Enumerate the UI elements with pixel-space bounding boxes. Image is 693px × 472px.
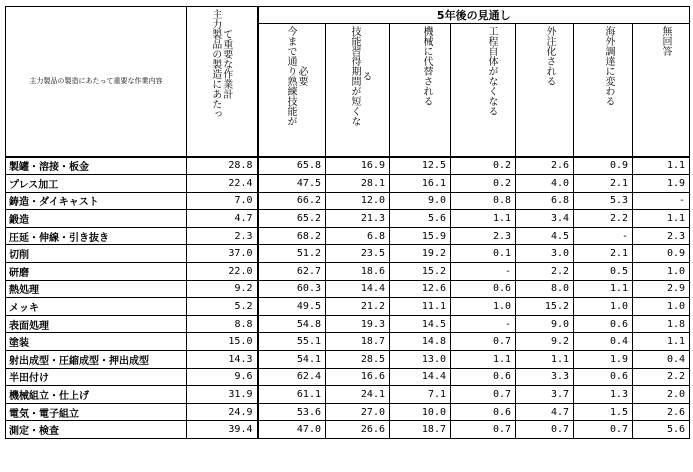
outlook-value-cell: 5.6 (633, 421, 690, 439)
importance-total-cell: 37.0 (187, 245, 258, 263)
outlook-value-cell: 1.1 (451, 351, 516, 369)
survey-table (5, 6, 690, 439)
table-row (6, 386, 690, 404)
outlook-value-cell: 1.1 (516, 351, 574, 369)
table-row (6, 157, 690, 175)
outlook-value-cell: 2.1 (574, 175, 633, 193)
outlook-column-header-text (574, 24, 632, 106)
outlook-column-header-text (633, 24, 689, 56)
outlook-value-cell: 11.1 (390, 298, 451, 316)
outlook-value-cell: - (451, 263, 516, 281)
outlook-column-header-line: 技能習得期間が短くな (349, 26, 360, 126)
outlook-column-header-line: 無回答 (660, 26, 672, 56)
outlook-value-cell: 9.2 (516, 333, 574, 351)
outlook-value-cell: 51.2 (258, 245, 326, 263)
outlook-column-header-line: 今まで通り熟練技能が (285, 26, 296, 126)
work-content-label: 半田付け (6, 368, 187, 386)
outlook-column-header (451, 24, 516, 157)
importance-total-cell: 22.4 (187, 175, 258, 193)
outlook-value-cell: 5.3 (574, 192, 633, 210)
outlook-value-cell: 15.9 (390, 227, 451, 245)
outlook-value-cell: 0.5 (574, 263, 633, 281)
outlook-value-cell: - (451, 315, 516, 333)
outlook-value-cell: 9.0 (516, 315, 574, 333)
outlook-value-cell: 0.7 (451, 333, 516, 351)
outlook-value-cell: 6.8 (326, 227, 390, 245)
outlook-value-cell: 0.7 (574, 421, 633, 439)
outlook-value-cell: 2.6 (633, 403, 690, 421)
outlook-value-cell: 19.2 (390, 245, 451, 263)
outlook-value-cell: 0.1 (451, 245, 516, 263)
work-content-label: 圧延・伸線・引き抜き (6, 227, 187, 245)
outlook-column-header (633, 24, 690, 157)
outlook-value-cell: 1.1 (633, 333, 690, 351)
table-row (6, 315, 690, 333)
table-row (6, 298, 690, 316)
outlook-column-header (326, 24, 390, 157)
importance-total-cell: 39.4 (187, 421, 258, 439)
outlook-value-cell: 15.2 (390, 263, 451, 281)
outlook-value-cell: 49.5 (258, 298, 326, 316)
work-content-label: 切削 (6, 245, 187, 263)
table-row (6, 333, 690, 351)
outlook-value-cell: 16.9 (326, 157, 390, 175)
outlook-value-cell: 1.0 (574, 298, 633, 316)
outlook-column-header-text (451, 24, 515, 116)
outlook-column-header (390, 24, 451, 157)
outlook-value-cell: 18.7 (326, 333, 390, 351)
outlook-value-cell: 26.6 (326, 421, 390, 439)
outlook-value-cell: 1.5 (574, 403, 633, 421)
outlook-value-cell: 6.8 (516, 192, 574, 210)
outlook-value-cell: 27.0 (326, 403, 390, 421)
table-row (6, 280, 690, 298)
work-content-label: 塗装 (6, 333, 187, 351)
work-content-label: 測定・検査 (6, 421, 187, 439)
outlook-value-cell: 54.8 (258, 315, 326, 333)
importance-total-cell: 22.0 (187, 263, 258, 281)
outlook-column-header-line: 工程自体がなくなる (486, 26, 497, 116)
outlook-column-header-text (390, 24, 450, 106)
outlook-value-cell: 1.1 (633, 210, 690, 228)
outlook-value-cell: 7.1 (390, 386, 451, 404)
outlook-value-cell: 1.3 (574, 386, 633, 404)
outlook-value-cell: 53.6 (258, 403, 326, 421)
outlook-value-cell: 47.0 (258, 421, 326, 439)
outlook-value-cell: 3.4 (516, 210, 574, 228)
outlook-value-cell: 16.6 (326, 368, 390, 386)
importance-total-header-line: 主力製品の製造にあたっ (209, 9, 221, 119)
outlook-value-cell: 60.3 (258, 280, 326, 298)
outlook-value-cell: 0.6 (451, 368, 516, 386)
importance-total-cell: 9.6 (187, 368, 258, 386)
outlook-value-cell: 28.1 (326, 175, 390, 193)
outlook-value-cell: 65.2 (258, 210, 326, 228)
outlook-value-cell: 1.0 (451, 298, 516, 316)
outlook-value-cell: 0.2 (451, 175, 516, 193)
importance-total-cell: 9.2 (187, 280, 258, 298)
outlook-value-cell: 55.1 (258, 333, 326, 351)
five-year-outlook-header: 5年後の見通し (258, 7, 690, 24)
outlook-value-cell: 12.0 (326, 192, 390, 210)
outlook-value-cell: 0.6 (574, 315, 633, 333)
outlook-value-cell: 19.3 (326, 315, 390, 333)
outlook-value-cell: 62.7 (258, 263, 326, 281)
outlook-column-header-line: る (360, 71, 371, 81)
outlook-value-cell: 1.1 (574, 280, 633, 298)
outlook-value-cell: 28.5 (326, 351, 390, 369)
outlook-value-cell: 1.9 (633, 175, 690, 193)
outlook-value-cell: 12.6 (390, 280, 451, 298)
outlook-value-cell: 0.7 (516, 421, 574, 439)
outlook-value-cell: 0.7 (451, 386, 516, 404)
outlook-column-header (516, 24, 574, 157)
outlook-value-cell: 0.6 (451, 403, 516, 421)
outlook-value-cell: 0.8 (451, 192, 516, 210)
outlook-value-cell: 0.9 (574, 157, 633, 175)
outlook-value-cell: 14.8 (390, 333, 451, 351)
work-content-label: 鋳造・ダイキャスト (6, 192, 187, 210)
outlook-column-header (574, 24, 633, 157)
importance-total-cell: 4.7 (187, 210, 258, 228)
outlook-value-cell: 0.7 (451, 421, 516, 439)
outlook-column-header-text (259, 24, 326, 126)
outlook-value-cell: 13.0 (390, 351, 451, 369)
outlook-value-cell: 0.2 (451, 157, 516, 175)
outlook-value-cell: 14.4 (390, 368, 451, 386)
outlook-value-cell: 2.2 (574, 210, 633, 228)
outlook-value-cell: 12.5 (390, 157, 451, 175)
outlook-value-cell: 14.4 (326, 280, 390, 298)
table-row (6, 245, 690, 263)
outlook-value-cell: 4.0 (516, 175, 574, 193)
outlook-value-cell: 2.1 (574, 245, 633, 263)
table-row (6, 263, 690, 281)
table-row (6, 368, 690, 386)
outlook-column-header-text (326, 24, 389, 126)
importance-total-header (187, 7, 258, 157)
work-content-label: プレス加工 (6, 175, 187, 193)
importance-total-cell: 15.0 (187, 333, 258, 351)
outlook-value-cell: 66.2 (258, 192, 326, 210)
outlook-value-cell: 24.1 (326, 386, 390, 404)
outlook-value-cell: 2.9 (633, 280, 690, 298)
outlook-value-cell: 3.3 (516, 368, 574, 386)
outlook-column-header-line: 機械に代替される (421, 26, 432, 106)
outlook-value-cell: 1.0 (633, 298, 690, 316)
outlook-value-cell: 1.0 (633, 263, 690, 281)
importance-total-cell: 5.2 (187, 298, 258, 316)
outlook-value-cell: 2.2 (516, 263, 574, 281)
outlook-value-cell: 2.2 (633, 368, 690, 386)
work-content-label: 製罐・溶接・板金 (6, 157, 187, 175)
outlook-value-cell: 0.4 (633, 351, 690, 369)
outlook-value-cell: 54.1 (258, 351, 326, 369)
outlook-value-cell: 61.1 (258, 386, 326, 404)
work-content-label: 表面処理 (6, 315, 187, 333)
outlook-value-cell: 1.1 (633, 157, 690, 175)
outlook-value-cell: 47.5 (258, 175, 326, 193)
outlook-value-cell: 65.8 (258, 157, 326, 175)
outlook-column-header-text (516, 24, 573, 86)
outlook-value-cell: 5.6 (390, 210, 451, 228)
work-content-label: メッキ (6, 298, 187, 316)
table-row (6, 227, 690, 245)
outlook-column-header-line: 海外調達に変わる (603, 26, 614, 106)
outlook-value-cell: 4.7 (516, 403, 574, 421)
outlook-value-cell: - (633, 192, 690, 210)
outlook-value-cell: 2.3 (633, 227, 690, 245)
outlook-column-header-line: 必要 (296, 66, 307, 86)
outlook-value-cell: 14.5 (390, 315, 451, 333)
outlook-column-header (258, 24, 326, 157)
outlook-value-cell: 0.6 (451, 280, 516, 298)
outlook-value-cell: 62.4 (258, 368, 326, 386)
row-header-label: 主力製品の製造にあたって重要な作業内容 (6, 7, 187, 157)
outlook-value-cell: 68.2 (258, 227, 326, 245)
importance-total-cell: 8.8 (187, 315, 258, 333)
outlook-value-cell: 8.0 (516, 280, 574, 298)
importance-total-cell: 31.9 (187, 386, 258, 404)
outlook-value-cell: 3.7 (516, 386, 574, 404)
outlook-value-cell: 0.4 (574, 333, 633, 351)
table-row (6, 192, 690, 210)
outlook-value-cell: 15.2 (516, 298, 574, 316)
importance-total-cell: 24.9 (187, 403, 258, 421)
outlook-value-cell: 9.0 (390, 192, 451, 210)
outlook-value-cell: 16.1 (390, 175, 451, 193)
outlook-value-cell: 1.9 (574, 351, 633, 369)
outlook-value-cell: 4.5 (516, 227, 574, 245)
outlook-value-cell: 23.5 (326, 245, 390, 263)
outlook-value-cell: 21.3 (326, 210, 390, 228)
outlook-value-cell: 2.3 (451, 227, 516, 245)
outlook-value-cell: 1.1 (451, 210, 516, 228)
importance-total-cell: 7.0 (187, 192, 258, 210)
work-content-label: 鍛造 (6, 210, 187, 228)
outlook-value-cell: 21.2 (326, 298, 390, 316)
importance-total-cell: 2.3 (187, 227, 258, 245)
importance-total-cell: 14.3 (187, 351, 258, 369)
outlook-column-header-line: 外注化される (544, 26, 555, 86)
work-content-label: 射出成型・圧縮成型・押出成型 (6, 351, 187, 369)
importance-total-header-line: て重要な作業計 (220, 29, 232, 99)
table-row (6, 403, 690, 421)
outlook-value-cell: 3.0 (516, 245, 574, 263)
table-row (6, 351, 690, 369)
work-content-label: 機械組立・仕上げ (6, 386, 187, 404)
outlook-value-cell: 2.6 (516, 157, 574, 175)
work-content-label: 電気・電子組立 (6, 403, 187, 421)
table-row (6, 421, 690, 439)
work-content-label: 熱処理 (6, 280, 187, 298)
outlook-value-cell: 0.6 (574, 368, 633, 386)
outlook-value-cell: 10.0 (390, 403, 451, 421)
table-row (6, 210, 690, 228)
outlook-value-cell: 18.6 (326, 263, 390, 281)
survey-table-container (5, 6, 690, 439)
outlook-value-cell: 18.7 (390, 421, 451, 439)
work-content-label: 研磨 (6, 263, 187, 281)
outlook-value-cell: - (574, 227, 633, 245)
outlook-value-cell: 0.9 (633, 245, 690, 263)
outlook-value-cell: 1.8 (633, 315, 690, 333)
table-row (6, 175, 690, 193)
importance-total-header-text (187, 7, 257, 119)
importance-total-cell: 28.8 (187, 157, 258, 175)
outlook-value-cell: 2.0 (633, 386, 690, 404)
